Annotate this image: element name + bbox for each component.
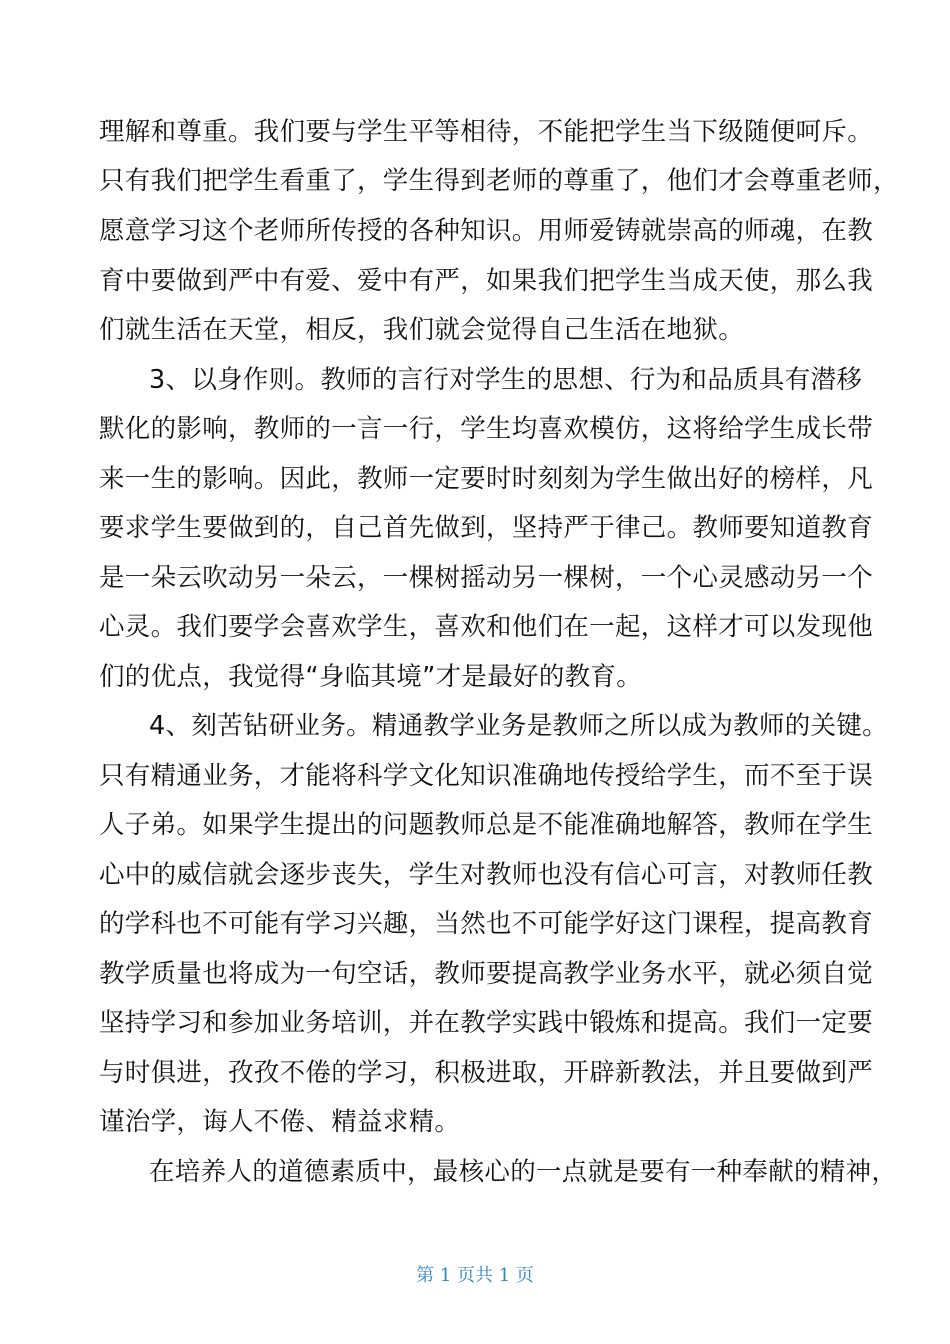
text-line: 来一生的影响。因此，教师一定要时时刻刻为学生做出好的榜样，凡: [99, 464, 874, 494]
text-line: 在培养人的道德素质中，最核心的一点就是要有一种奉献的精神，: [149, 1157, 898, 1187]
text-line: 人子弟。如果学生提出的问题教师总是不能准确地解答，教师在学生: [99, 810, 874, 840]
text-line: 育中要做到严中有爱、爱中有严，如果我们把学生当成天使，那么我: [99, 266, 874, 296]
text-line: 3、以身作则。教师的言行对学生的思想、行为和品质具有潜移: [149, 365, 863, 395]
text-line: 的学科也不可能有学习兴趣，当然也不可能学好这门课程，提高教育: [99, 909, 874, 939]
text-line: 教学质量也将成为一句空话，教师要提高教学业务水平，就必须自觉: [99, 959, 874, 989]
text-line: 只有我们把学生看重了，学生得到老师的尊重了，他们才会尊重老师，: [99, 166, 899, 196]
text-line: 默化的影响，教师的一言一行，学生均喜欢模仿，这将给学生成长带: [99, 414, 874, 444]
text-line: 坚持学习和参加业务培训，并在教学实践中锻炼和提高。我们一定要: [99, 1008, 874, 1038]
text-line: 心中的威信就会逐步丧失，学生对教师也没有信心可言，对教师任教: [99, 860, 874, 890]
text-line: 4、刻苦钻研业务。精通教学业务是教师之所以成为教师的关键。: [149, 711, 888, 741]
text-line: 们的优点，我觉得“身临其境”才是最好的教育。: [99, 662, 643, 692]
text-line: 理解和尊重。我们要与学生平等相待，不能把学生当下级随便呵斥。: [99, 117, 874, 147]
text-line: 要求学生要做到的，自己首先做到，坚持严于律己。教师要知道教育: [99, 513, 874, 543]
text-line: 谨治学，诲人不倦、精益求精。: [99, 1107, 461, 1137]
text-line: 们就生活在天堂，相反，我们就会觉得自己生活在地狱。: [99, 315, 745, 345]
text-line: 与时俱进，孜孜不倦的学习，积极进取，开辟新教法，并且要做到严: [99, 1058, 874, 1088]
text-line: 愿意学习这个老师所传授的各种知识。用师爱铸就崇高的师魂，在教: [99, 216, 874, 246]
text-line: 只有精通业务，才能将科学文化知识准确地传授给学生，而不至于误: [99, 761, 874, 791]
text-line: 心灵。我们要学会喜欢学生，喜欢和他们在一起，这样才可以发现他: [99, 612, 874, 642]
text-line: 是一朵云吹动另一朵云，一棵树摇动另一棵树，一个心灵感动另一个: [99, 563, 874, 593]
page-number-footer: 第 1 页共 1 页: [416, 1265, 534, 1286]
